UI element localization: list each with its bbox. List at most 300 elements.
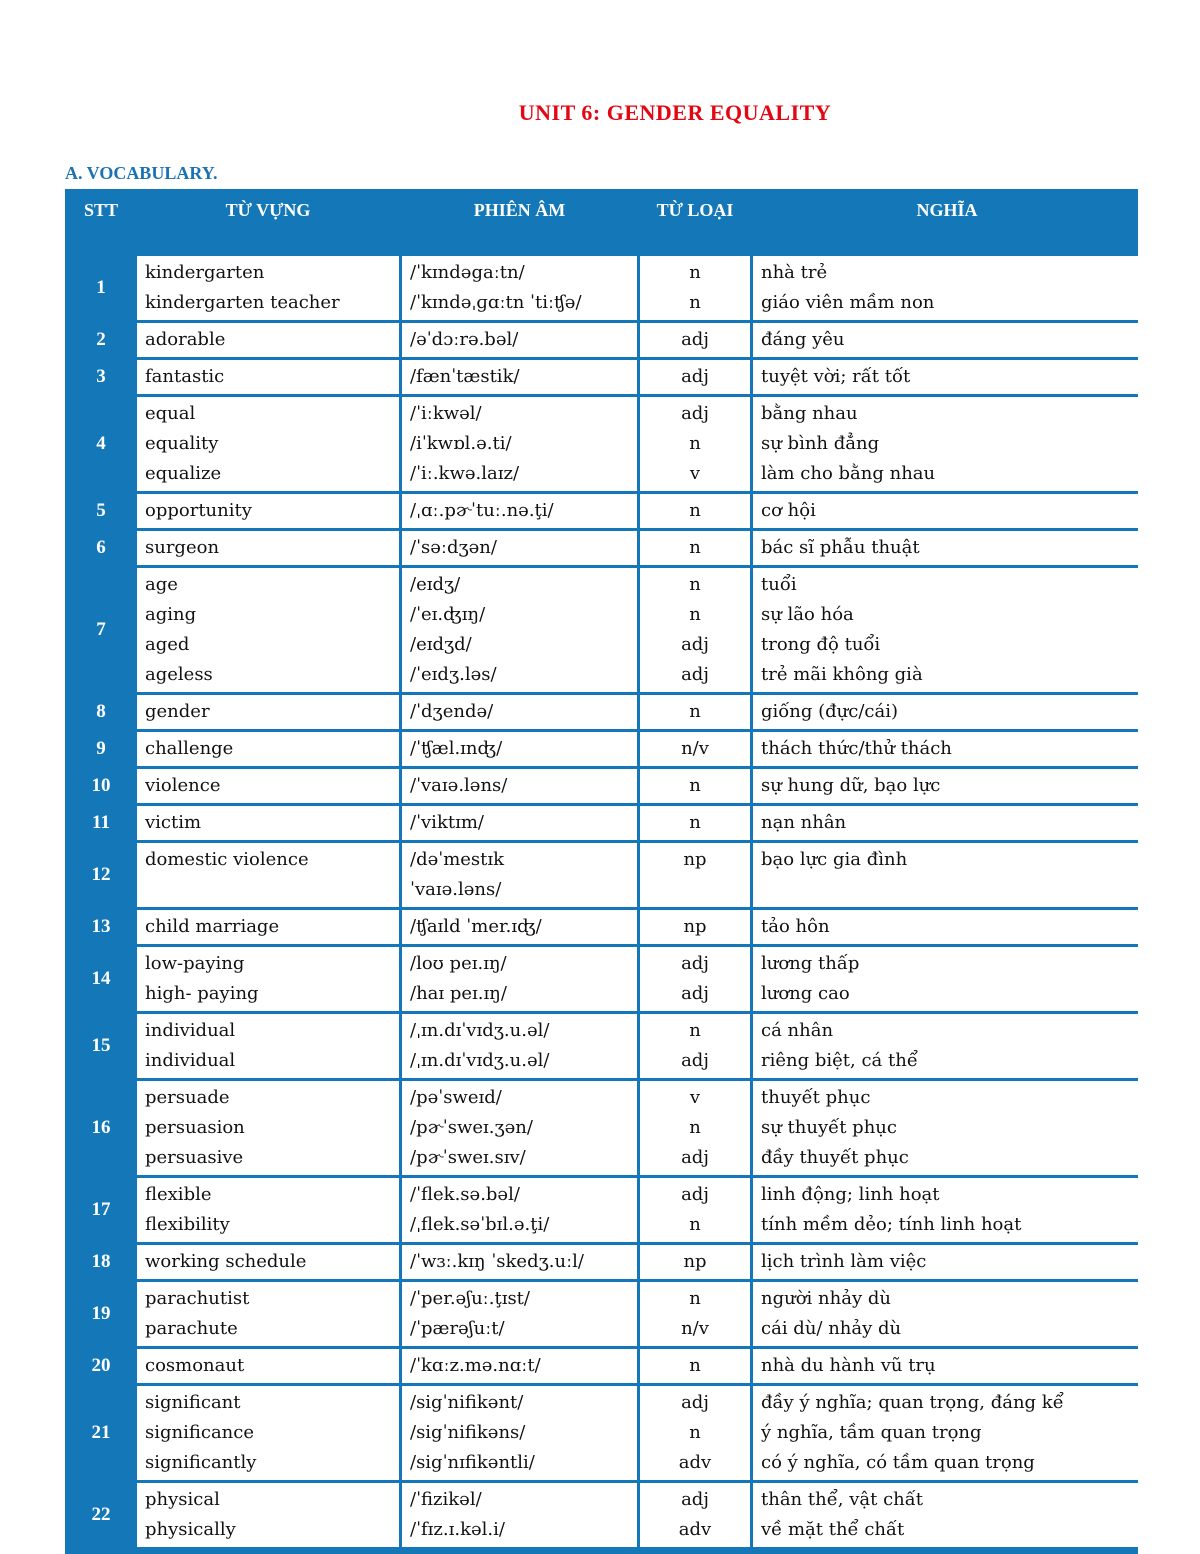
table-row — [68, 910, 1141, 944]
meaning-line: đáng yêu — [761, 329, 845, 350]
meaning-line: riêng biệt, cá thể — [761, 1050, 918, 1071]
ipa-line: /ˈkɑːz.mə.nɑːt/ — [410, 1355, 541, 1376]
table-row — [68, 1349, 1141, 1383]
meaning-cell — [753, 256, 1141, 320]
ipa-line: /əˈdɔːrə.bəl/ — [410, 329, 519, 350]
word-line: child marriage — [145, 916, 280, 937]
meaning-line: đầy thuyết phục — [761, 1147, 909, 1168]
row-number — [68, 568, 134, 692]
meaning-line: sự bình đẳng — [761, 433, 880, 454]
meaning-line: thân thể, vật chất — [761, 1489, 924, 1510]
meaning-cell — [753, 531, 1141, 565]
ipa-cell — [402, 1282, 637, 1346]
row-number-label: 1 — [96, 277, 106, 298]
ipa-line: ˈvaɪə.ləns/ — [410, 879, 502, 900]
meaning-line: giống (đực/cái) — [761, 701, 899, 722]
row-number-label: 10 — [91, 775, 111, 796]
meaning-line: cá nhân — [761, 1020, 834, 1041]
meaning-line: sự lão hóa — [761, 604, 854, 625]
word-line: significance — [145, 1422, 255, 1443]
pos-line: n — [689, 292, 701, 313]
word-line: persuasive — [145, 1147, 244, 1168]
meaning-cell — [753, 397, 1141, 491]
word-line: parachute — [145, 1318, 238, 1339]
ipa-cell — [402, 843, 637, 907]
pos-cell — [640, 1081, 750, 1175]
table-row — [68, 1386, 1141, 1480]
word-line: kindergarten — [145, 262, 265, 283]
pos-line: n/v — [681, 738, 709, 759]
pos-cell — [640, 910, 750, 944]
row-number-label: 3 — [96, 366, 106, 387]
row-number — [68, 947, 134, 1011]
ipa-line: /ˈeɪ.ʤɪŋ/ — [410, 604, 486, 625]
pos-line: np — [683, 1251, 707, 1272]
meaning-line: trẻ mãi không già — [761, 664, 923, 685]
word-line: equality — [145, 433, 219, 454]
meaning-cell — [753, 695, 1141, 729]
ipa-line: /pəˈsweɪd/ — [410, 1087, 502, 1108]
table-row — [68, 494, 1141, 528]
pos-cell — [640, 769, 750, 803]
table-row — [68, 695, 1141, 729]
pos-line: n/v — [681, 1318, 709, 1339]
ipa-cell — [402, 397, 637, 491]
word-line: opportunity — [145, 500, 252, 521]
pos-line: v — [689, 1087, 701, 1108]
ipa-line: /ˈwɜː.kɪŋ ˈskedʒ.uːl/ — [410, 1251, 584, 1272]
pos-line: adj — [681, 664, 709, 685]
word-cell — [137, 732, 399, 766]
ipa-cell — [402, 1245, 637, 1279]
table-row — [68, 947, 1141, 1011]
ipa-cell — [402, 1483, 637, 1547]
meaning-cell — [753, 1349, 1141, 1383]
ipa-line: /ˈkɪndəˌɡɑːtn ˈtiːʧə/ — [410, 292, 582, 313]
meaning-line: thuyết phục — [761, 1087, 871, 1108]
pos-cell — [640, 1386, 750, 1480]
word-cell — [137, 947, 399, 1011]
row-number-label: 21 — [91, 1422, 111, 1443]
meaning-line: nạn nhân — [761, 812, 847, 833]
meaning-cell — [753, 910, 1141, 944]
ipa-line: /eɪdʒd/ — [410, 634, 472, 655]
meaning-line: về mặt thể chất — [761, 1519, 905, 1540]
ipa-line: /sigˈnifikənt/ — [410, 1392, 524, 1413]
word-line: violence — [145, 775, 221, 796]
table-row — [68, 568, 1141, 692]
word-cell — [137, 531, 399, 565]
row-number — [68, 494, 134, 528]
word-cell — [137, 1386, 399, 1480]
pos-line: n — [689, 1355, 701, 1376]
row-number-label: 4 — [96, 433, 106, 454]
word-line: physical — [145, 1489, 220, 1510]
table-row — [68, 531, 1141, 565]
row-number-label: 2 — [96, 329, 106, 350]
row-number — [68, 256, 134, 320]
meaning-line: bằng nhau — [761, 403, 858, 424]
meaning-line: cơ hội — [761, 500, 816, 521]
ipa-cell — [402, 1081, 637, 1175]
pos-line: adv — [678, 1519, 712, 1540]
word-cell — [137, 1282, 399, 1346]
pos-cell — [640, 494, 750, 528]
ipa-cell — [402, 806, 637, 840]
pos-line: n — [689, 433, 701, 454]
word-cell — [137, 1483, 399, 1547]
word-line: individual — [145, 1050, 236, 1071]
pos-line — [648, 875, 742, 905]
pos-line: adj — [681, 403, 709, 424]
ipa-line: /dəˈmestɪk — [410, 849, 505, 870]
pos-line: adj — [681, 1147, 709, 1168]
row-number-label: 8 — [96, 701, 106, 722]
row-number-label: 12 — [91, 864, 111, 885]
vocabulary-table — [65, 189, 1144, 1550]
ipa-line: /ˈʧæl.ɪnʤ/ — [410, 738, 503, 759]
table-row — [68, 769, 1141, 803]
ipa-line: /ˈviktɪm/ — [410, 812, 484, 833]
meaning-line: nhà du hành vũ trụ — [761, 1355, 936, 1376]
row-number-label: 20 — [91, 1355, 111, 1376]
word-line: surgeon — [145, 537, 220, 558]
word-cell — [137, 1349, 399, 1383]
table-row — [68, 323, 1141, 357]
table-row — [68, 1245, 1141, 1279]
row-number — [68, 531, 134, 565]
ipa-cell — [402, 732, 637, 766]
ipa-cell — [402, 568, 637, 692]
pos-line: n — [689, 1288, 701, 1309]
pos-line: n — [689, 500, 701, 521]
ipa-line: /ˈdʒendə/ — [410, 701, 494, 722]
ipa-line: /sigˈnifikəns/ — [410, 1422, 526, 1443]
table-row — [68, 397, 1141, 491]
meaning-cell — [753, 843, 1141, 907]
row-number — [68, 323, 134, 357]
pos-line: adj — [681, 1392, 709, 1413]
ipa-line: /loʊ peɪ.ɪŋ/ — [410, 953, 507, 974]
meaning-line: tảo hôn — [761, 916, 830, 937]
row-number — [68, 360, 134, 394]
ipa-line: /ˈkɪndəgaːtn/ — [410, 262, 525, 283]
meaning-cell — [753, 732, 1141, 766]
word-cell — [137, 397, 399, 491]
word-line: aged — [145, 634, 190, 655]
row-number-label: 19 — [91, 1303, 111, 1324]
ipa-cell — [402, 1349, 637, 1383]
ipa-line: /sigˈnɪfikəntli/ — [410, 1452, 535, 1473]
header-stt: STT — [83, 200, 119, 220]
word-line: aging — [145, 604, 197, 625]
meaning-line: lương thấp — [761, 953, 860, 974]
word-cell — [137, 360, 399, 394]
meaning-line: sự hung dữ, bạo lực — [761, 775, 941, 796]
ipa-line: /ˈiː.kwə.laɪz/ — [410, 463, 520, 484]
word-line: equalize — [145, 463, 222, 484]
meaning-cell — [753, 1245, 1141, 1279]
word-cell — [137, 256, 399, 320]
table-row — [68, 256, 1141, 320]
pos-line: adj — [681, 1184, 709, 1205]
word-line: challenge — [145, 738, 234, 759]
meaning-cell — [753, 1386, 1141, 1480]
ipa-line: /ˈsəːdʒən/ — [410, 537, 497, 558]
meaning-cell — [753, 494, 1141, 528]
pos-line: n — [689, 1214, 701, 1235]
meaning-cell — [753, 947, 1141, 1011]
ipa-cell — [402, 256, 637, 320]
pos-line: np — [683, 849, 707, 870]
meaning-line: người nhảy dù — [761, 1288, 891, 1309]
ipa-line: /ˈpærəʃuːt/ — [410, 1318, 505, 1339]
row-number — [68, 1349, 134, 1383]
header-word: TỪ VỰNG — [225, 200, 311, 220]
pos-line: n — [689, 812, 701, 833]
word-line — [145, 875, 391, 905]
row-number-label: 14 — [91, 968, 111, 989]
word-line: significant — [145, 1392, 241, 1413]
row-number-label: 15 — [91, 1035, 111, 1056]
pos-cell — [640, 843, 750, 907]
row-number-label: 5 — [96, 500, 106, 521]
pos-line: n — [689, 604, 701, 625]
word-line: equal — [145, 403, 196, 424]
pos-line: adj — [681, 366, 709, 387]
word-line: flexibility — [145, 1214, 230, 1235]
meaning-cell — [753, 1483, 1141, 1547]
word-line: significantly — [145, 1452, 257, 1473]
word-line: low-paying — [145, 953, 245, 974]
ipa-cell — [402, 769, 637, 803]
meaning-cell — [753, 1178, 1141, 1242]
word-line: gender — [145, 701, 210, 722]
ipa-line: /eɪdʒ/ — [410, 574, 461, 595]
row-number — [68, 769, 134, 803]
table-row — [68, 1282, 1141, 1346]
row-number-label: 11 — [92, 812, 110, 833]
word-line: ageless — [145, 664, 213, 685]
ipa-line: /ˌɪn.dɪˈvɪdʒ.u.əl/ — [410, 1050, 550, 1071]
vocabulary-rows — [68, 256, 1141, 1547]
meaning-cell — [753, 769, 1141, 803]
row-number — [68, 695, 134, 729]
meaning-line: làm cho bằng nhau — [761, 463, 936, 484]
ipa-cell — [402, 1178, 637, 1242]
meaning-cell — [753, 360, 1141, 394]
pos-line: adj — [681, 634, 709, 655]
pos-cell — [640, 1014, 750, 1078]
ipa-line: /ˈiːkwəl/ — [410, 403, 482, 424]
row-number — [68, 1245, 134, 1279]
word-cell — [137, 323, 399, 357]
word-line: domestic violence — [145, 849, 309, 870]
ipa-cell — [402, 494, 637, 528]
pos-line: v — [689, 463, 701, 484]
meaning-line: có ý nghĩa, có tầm quan trọng — [761, 1452, 1035, 1473]
row-number — [68, 1282, 134, 1346]
pos-cell — [640, 1483, 750, 1547]
word-cell — [137, 568, 399, 692]
word-line: cosmonaut — [145, 1355, 245, 1376]
pos-line: np — [683, 916, 707, 937]
table-row — [68, 732, 1141, 766]
ipa-line: /ˈvaɪə.ləns/ — [410, 775, 508, 796]
meaning-line: đầy ý nghĩa; quan trọng, đáng kể — [761, 1392, 1064, 1413]
word-line: physically — [145, 1519, 236, 1540]
pos-cell — [640, 568, 750, 692]
row-number-label: 9 — [96, 738, 106, 759]
pos-line: adj — [681, 329, 709, 350]
ipa-line: /ˈper.əʃuː.ţɪst/ — [410, 1288, 530, 1309]
pos-cell — [640, 806, 750, 840]
row-number — [68, 1014, 134, 1078]
pos-cell — [640, 732, 750, 766]
meaning-cell — [753, 1282, 1141, 1346]
row-number-label: 7 — [96, 619, 106, 640]
ipa-cell — [402, 695, 637, 729]
pos-line: n — [689, 1020, 701, 1041]
row-number — [68, 806, 134, 840]
pos-line: n — [689, 775, 701, 796]
table-row — [68, 806, 1141, 840]
ipa-cell — [402, 531, 637, 565]
pos-line: n — [689, 574, 701, 595]
meaning-line: tính mềm dẻo; tính linh hoạt — [761, 1214, 1022, 1235]
meaning-line: lương cao — [761, 983, 850, 1004]
row-number-label: 17 — [91, 1199, 111, 1220]
ipa-cell — [402, 360, 637, 394]
pos-line: n — [689, 1422, 701, 1443]
pos-line: n — [689, 537, 701, 558]
meaning-cell — [753, 806, 1141, 840]
word-cell — [137, 1014, 399, 1078]
table-row — [68, 1014, 1141, 1078]
ipa-line: /ˌflek.səˈbɪl.ə.ţi/ — [410, 1214, 550, 1235]
ipa-cell — [402, 947, 637, 1011]
ipa-line: /ˈfɪz.ɪ.kəl.i/ — [410, 1519, 505, 1540]
word-line: victim — [145, 812, 202, 833]
meaning-line: tuyệt vời; rất tốt — [761, 366, 911, 387]
row-number-label: 22 — [91, 1504, 111, 1525]
header-ipa: PHIÊN ÂM — [473, 200, 566, 220]
header-pos: TỪ LOẠI — [656, 200, 734, 220]
pos-line: n — [689, 701, 701, 722]
meaning-line: linh động; linh hoạt — [761, 1184, 940, 1205]
row-number — [68, 1483, 134, 1547]
pos-line: adj — [681, 953, 709, 974]
pos-cell — [640, 256, 750, 320]
pos-line: adv — [678, 1452, 712, 1473]
meaning-cell — [753, 1081, 1141, 1175]
ipa-cell — [402, 1386, 637, 1480]
word-line: parachutist — [145, 1288, 250, 1309]
pos-cell — [640, 1245, 750, 1279]
ipa-line: /pɚˈsweɪ.ʒən/ — [410, 1117, 533, 1138]
meaning-line: nhà trẻ — [761, 262, 828, 283]
pos-cell — [640, 323, 750, 357]
word-cell — [137, 843, 399, 907]
row-number — [68, 910, 134, 944]
pos-cell — [640, 531, 750, 565]
ipa-line: /ˌɑː.pɚˈtuː.nə.ţi/ — [410, 500, 554, 521]
ipa-line: /pɚˈsweɪ.sɪv/ — [410, 1147, 526, 1168]
word-line: persuasion — [145, 1117, 245, 1138]
ipa-cell — [402, 323, 637, 357]
row-number-label: 6 — [96, 537, 106, 558]
pos-line: adj — [681, 983, 709, 1004]
word-cell — [137, 494, 399, 528]
ipa-line: /ˈeɪdʒ.ləs/ — [410, 664, 497, 685]
word-line: adorable — [145, 329, 226, 350]
word-line: persuade — [145, 1087, 230, 1108]
meaning-cell — [753, 568, 1141, 692]
row-number-label: 18 — [91, 1251, 111, 1272]
pos-line: adj — [681, 1489, 709, 1510]
ipa-line: /fænˈtæstik/ — [410, 366, 520, 387]
pos-cell — [640, 1178, 750, 1242]
row-number — [68, 1178, 134, 1242]
row-number — [68, 843, 134, 907]
meaning-line: cái dù/ nhảy dù — [761, 1318, 902, 1339]
ipa-cell — [402, 1014, 637, 1078]
word-cell — [137, 769, 399, 803]
header-row — [68, 192, 1141, 253]
ipa-line: /ʧaɪld ˈmer.ɪʤ/ — [410, 916, 542, 937]
word-cell — [137, 1178, 399, 1242]
pos-line: n — [689, 1117, 701, 1138]
table-row — [68, 843, 1141, 907]
pos-line: n — [689, 262, 701, 283]
meaning-cell — [753, 323, 1141, 357]
table-row — [68, 1178, 1141, 1242]
word-line: individual — [145, 1020, 236, 1041]
meaning-line: trong độ tuổi — [761, 634, 881, 655]
row-number — [68, 732, 134, 766]
row-number-label: 16 — [91, 1117, 111, 1138]
word-cell — [137, 1245, 399, 1279]
section-heading: A. VOCABULARY. — [65, 163, 218, 183]
vocabulary-table-container — [65, 189, 1138, 1554]
meaning-line: bác sĩ phẫu thuật — [761, 537, 920, 558]
word-line: age — [145, 574, 178, 595]
word-line: flexible — [145, 1184, 212, 1205]
meaning-line — [761, 875, 1133, 905]
pos-cell — [640, 1282, 750, 1346]
header-meaning: NGHĨA — [916, 200, 978, 220]
ipa-line: /ˈflek.sə.bəl/ — [410, 1184, 520, 1205]
ipa-line: /ˌɪn.dɪˈvɪdʒ.u.əl/ — [410, 1020, 550, 1041]
pos-cell — [640, 1349, 750, 1383]
pos-cell — [640, 397, 750, 491]
ipa-line: /iˈkwɒl.ə.ti/ — [410, 433, 512, 454]
ipa-cell — [402, 910, 637, 944]
word-line: fantastic — [145, 366, 225, 387]
pos-cell — [640, 360, 750, 394]
meaning-line: lịch trình làm việc — [761, 1251, 927, 1272]
table-row — [68, 1081, 1141, 1175]
pos-line: adj — [681, 1050, 709, 1071]
word-cell — [137, 1081, 399, 1175]
word-line: working schedule — [145, 1251, 307, 1272]
meaning-line: ý nghĩa, tầm quan trọng — [761, 1422, 982, 1443]
table-row — [68, 360, 1141, 394]
word-cell — [137, 695, 399, 729]
word-cell — [137, 806, 399, 840]
meaning-line: giáo viên mầm non — [761, 292, 935, 313]
table-row — [68, 1483, 1141, 1547]
